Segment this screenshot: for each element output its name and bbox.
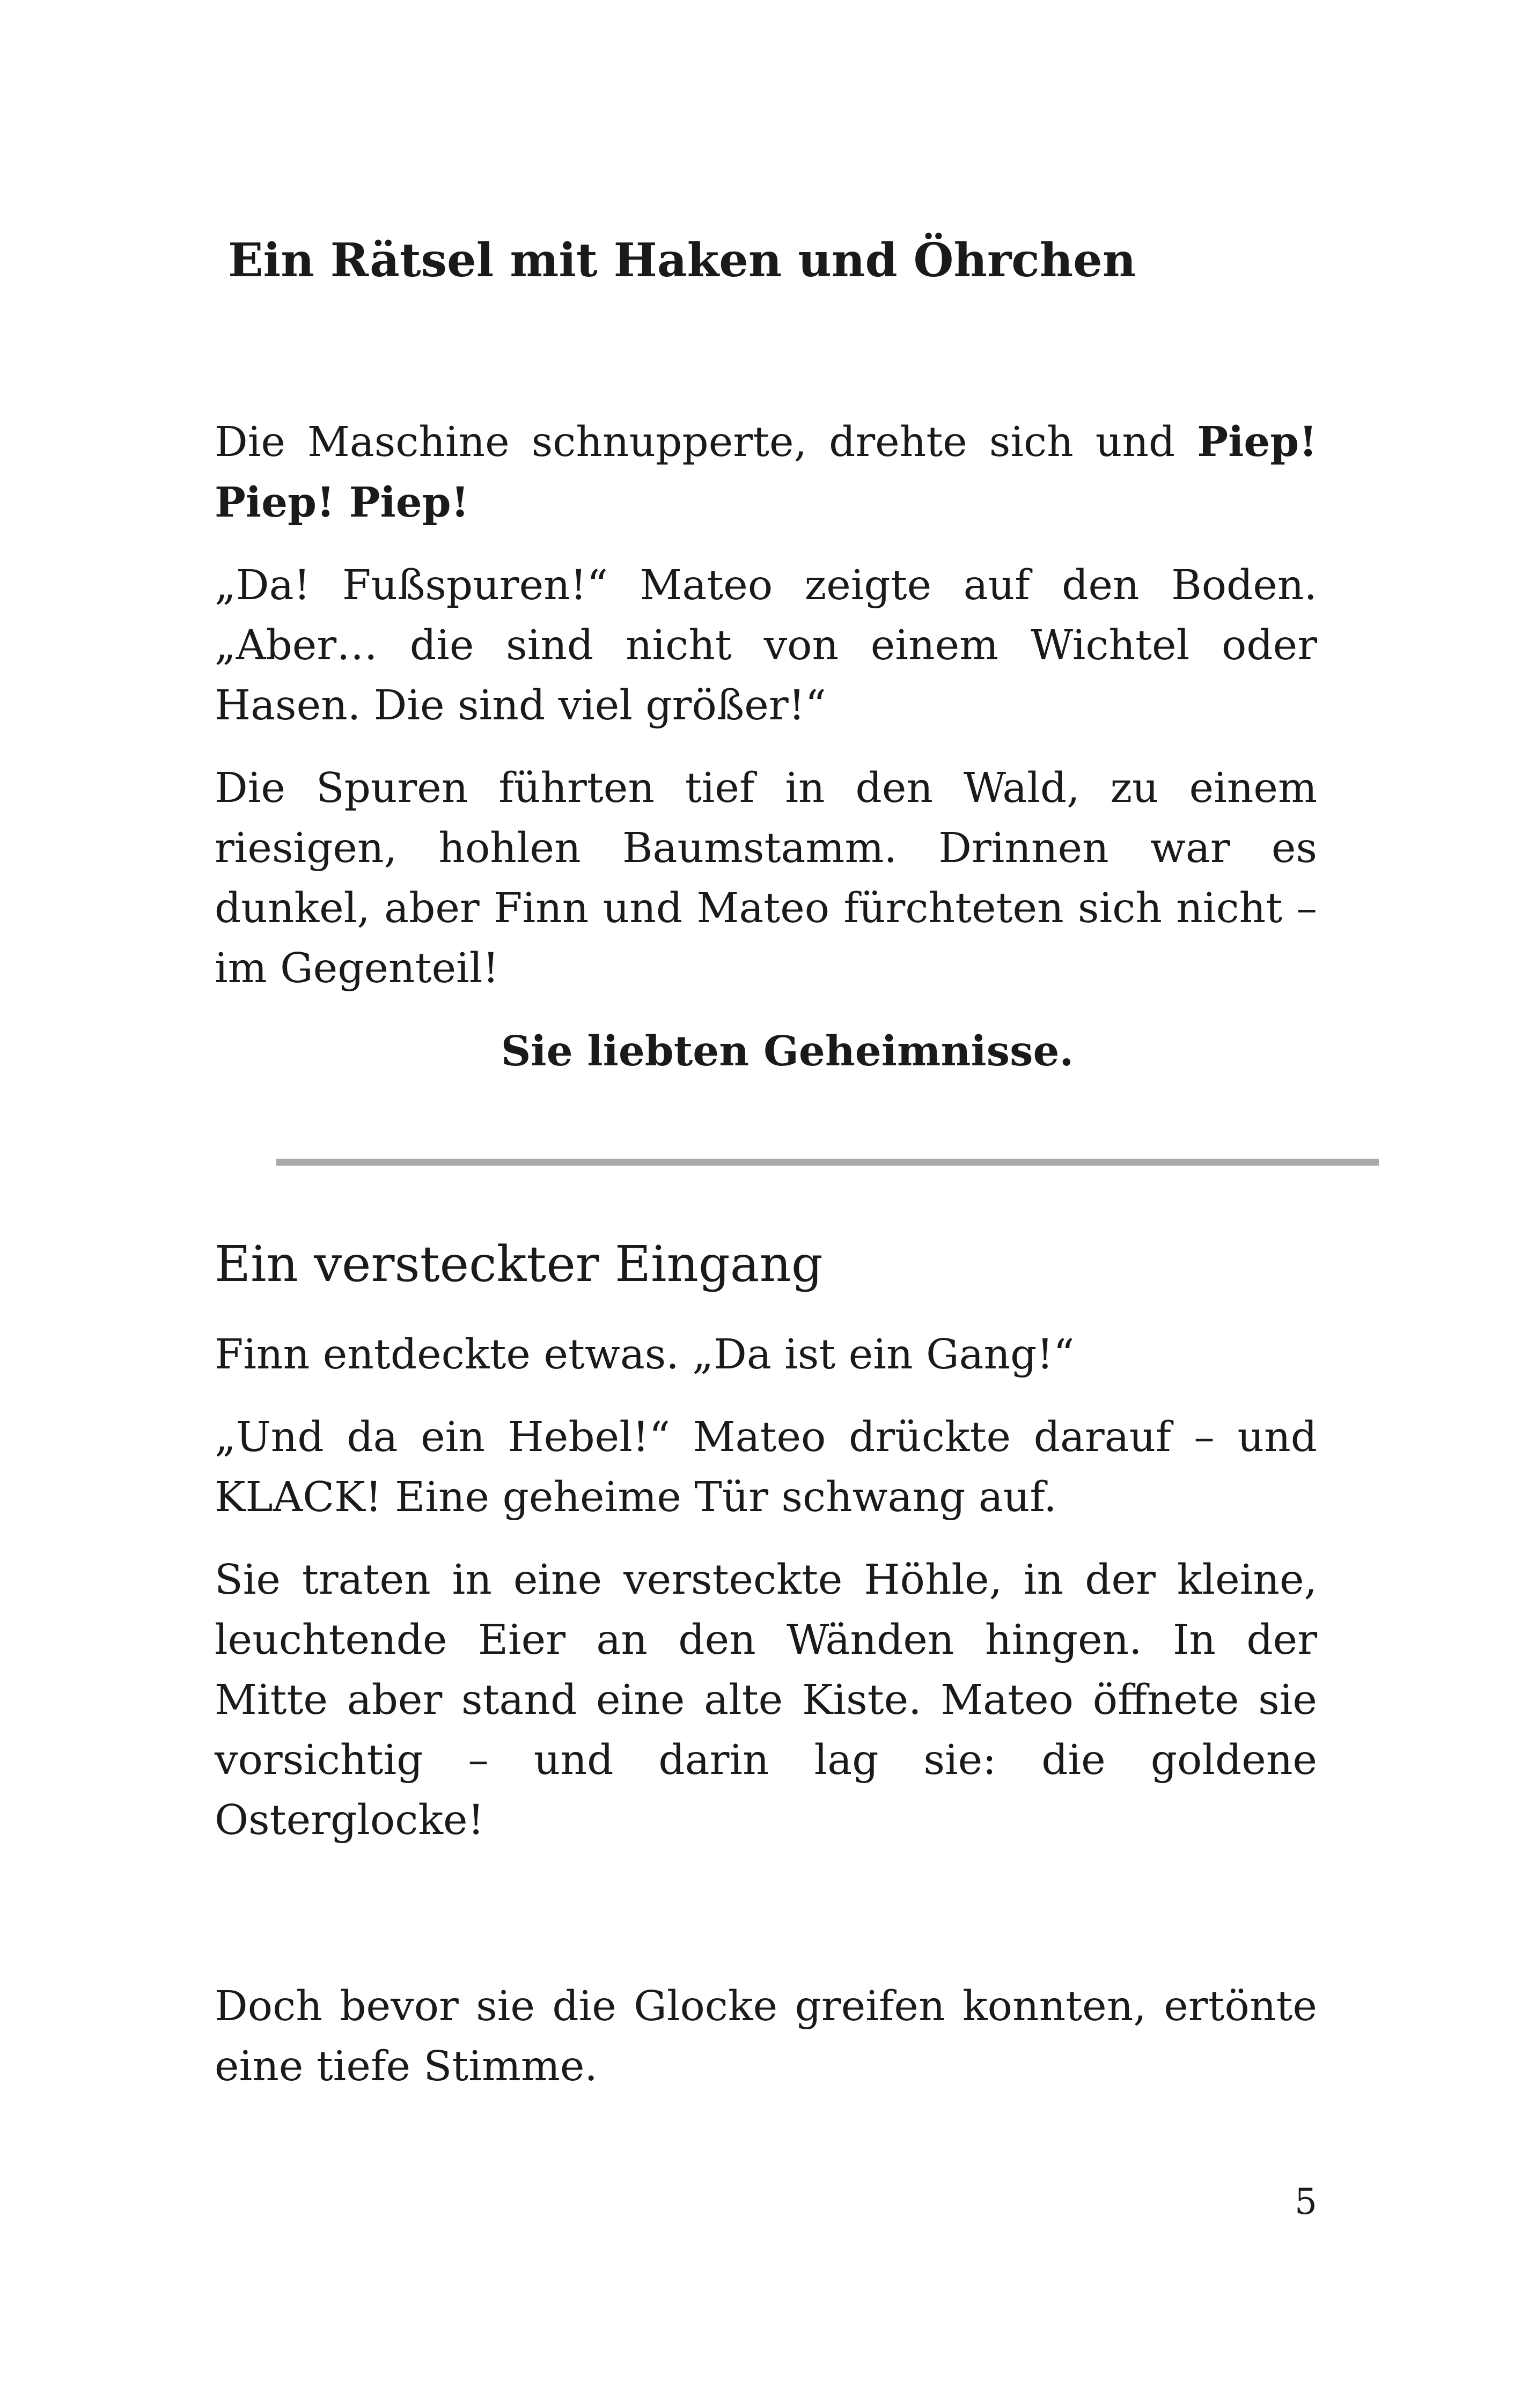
paragraph: [215, 412, 1317, 533]
paragraph-bold: Piep! Piep! Piep!: [215, 418, 1317, 527]
paragraph: Die Spuren führten tief in den Wald, zu einem riesigen, hohlen Baumstamm. Drinnen war es dunkel, aber Finn und Mateo fürchteten sich nicht – im Gegenteil!: [215, 764, 1317, 992]
paragraph: „Da! Fußspuren!“ Mateo zeigte auf den Boden. „Aber… die sind nicht von einem Wichtel oder Hasen. Die sind viel größer!“: [215, 562, 1317, 730]
paragraph: Sie traten in eine versteckte Höhle, in der kleine, leuchtende Eier an den Wänden hingen. In der Mitte aber stand eine alte Kiste. Mateo öffnete sie vorsichtig – und darin lag sie: die goldene Osterglocke!: [215, 1556, 1317, 1844]
paragraph: Doch bevor sie die Glocke greifen konnten, ertönte eine tiefe Stimme.: [215, 1983, 1317, 2090]
paragraph: Finn entdeckte etwas. „Da ist ein Gang!“: [215, 1331, 1075, 1379]
section-2: [215, 1325, 1317, 1873]
book-page: [215, 0, 1317, 2408]
section-title: Ein versteckter Eingang: [215, 1235, 823, 1293]
emphasis-line: Sie liebten Geheimnisse.: [501, 1027, 1074, 1076]
section-1: [215, 412, 1317, 1081]
page-number: 5: [1295, 2181, 1317, 2222]
section-2-ending: [215, 1977, 1317, 2097]
paragraph: „Und da ein Hebel!“ Mateo drückte darauf – und KLACK! Eine geheime Tür schwang auf.: [215, 1413, 1317, 1521]
chapter-title: Ein Rätsel mit Haken und Öhrchen: [228, 233, 1136, 288]
section-divider: [276, 1159, 1379, 1166]
paragraph-text: Die Maschine schnupperte, drehte sich und: [215, 418, 1197, 466]
